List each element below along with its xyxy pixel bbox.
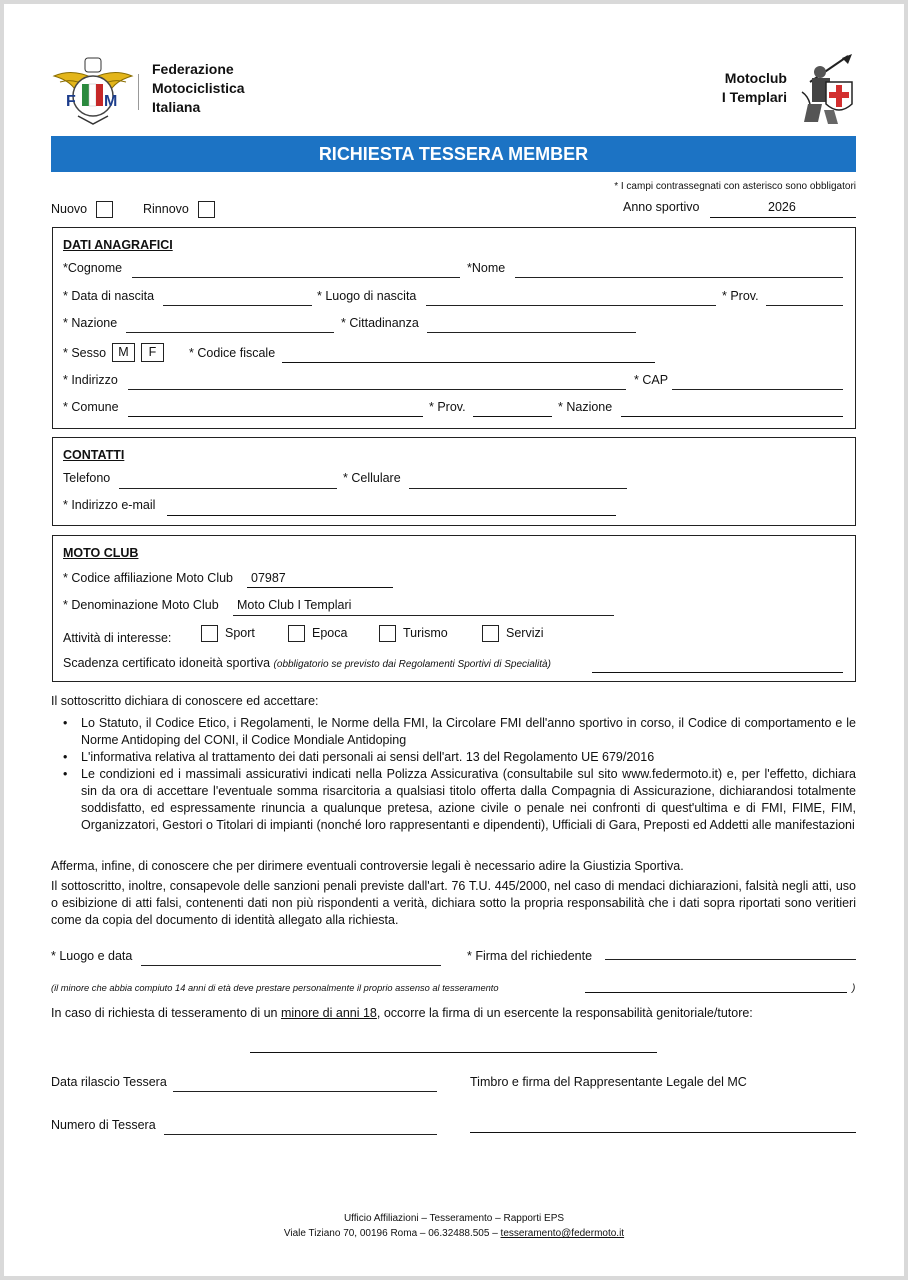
guardian-signature-field[interactable] [250, 1052, 657, 1053]
activity-sport-label: Sport [225, 626, 255, 640]
phone-label: Telefono [63, 471, 111, 485]
activities-label: Attività di interesse: [63, 631, 172, 645]
footer-office: Ufficio Affiliazioni – Tesseramento – Rapporti EPS [343, 1213, 565, 1224]
email-field[interactable] [167, 515, 616, 516]
birth-date-label: * Data di nascita [63, 289, 155, 303]
form-title: RICHIESTA TESSERA MEMBER [51, 136, 856, 172]
birth-place-field[interactable] [426, 305, 716, 306]
minor-note: (il minore che abbia compiuto 14 anni di età deve prestare personalmente il proprio assenso al tesseramento [51, 983, 499, 993]
club-code-value[interactable]: 07987 [251, 571, 286, 585]
guardian-statement [51, 1006, 753, 1020]
sex-f-label: F [148, 345, 157, 359]
stamp-signature-field[interactable] [470, 1132, 856, 1133]
city-prov-label: * Prov. [429, 400, 466, 414]
footer-address-text: Viale Tiziano 70, 00196 Roma – 06.32488.505 – [283, 1228, 501, 1239]
city-nation-field[interactable] [621, 416, 843, 417]
fmi-name [152, 60, 245, 117]
place-date-field[interactable] [141, 965, 441, 966]
certificate-label-text: Scadenza certificato idoneità sportiva [63, 656, 271, 670]
minor-consent-field[interactable] [585, 992, 847, 993]
anagrafica-section [52, 227, 856, 429]
club-name [722, 69, 787, 107]
declaration-intro: Il sottoscritto dichiara di conoscere ed accettare: [51, 694, 319, 708]
birth-place-label: * Luogo di nascita [317, 289, 417, 303]
penal-statement: Il sottoscritto, inoltre, consapevole delle sanzioni penali previste dall'art. 76 T.U. 445/2000, nel caso di mendaci dichiarazioni, falsità negli atti, uso o esibizione di atti falsi, contenenti dati non più rispondenti a verità, dichiara sotto la propria responsabilità che i dati sopra riportati sono veritieri come da copia del documento di identità allegato alla richiesta. [51, 879, 856, 927]
sex-m-box[interactable] [112, 343, 135, 362]
cap-label: * CAP [634, 373, 669, 387]
footer-email-link[interactable]: tesseramento@federmoto.it [500, 1228, 625, 1239]
club-name-value[interactable]: Moto Club I Templari [237, 598, 352, 612]
applicant-signature-label: * Firma del richiedente [467, 949, 593, 963]
email-label: * Indirizzo e-mail [63, 498, 156, 512]
name-field[interactable] [515, 277, 843, 278]
surname-field[interactable] [132, 277, 460, 278]
renewal-label: Rinnovo [143, 202, 189, 216]
release-date-label: Data rilascio Tessera [51, 1075, 167, 1089]
city-prov-field[interactable] [473, 416, 552, 417]
sex-f-box[interactable] [141, 343, 164, 362]
motoclub-title: MOTO CLUB [63, 546, 139, 560]
contatti-section [52, 437, 856, 526]
club-name-field[interactable] [233, 615, 614, 616]
fmi-name-line: Federazione [152, 61, 234, 77]
guardian-text-pre: In caso di richiesta di tesseramento di un [51, 1006, 281, 1020]
activity-epoca-checkbox[interactable] [288, 625, 305, 642]
sport-year-value[interactable]: 2026 [768, 200, 796, 214]
phone-field[interactable] [119, 488, 337, 489]
birth-prov-field[interactable] [766, 305, 843, 306]
required-note: * I campi contrassegnati con asterisco sono obbligatori [614, 181, 856, 192]
new-label: Nuovo [51, 202, 88, 216]
logo-divider [138, 74, 139, 110]
sex-m-label: M [118, 345, 129, 359]
fmi-name-line: Italiana [152, 99, 201, 115]
templar-knight-logo [800, 52, 858, 126]
cap-field[interactable] [672, 389, 843, 390]
city-label: * Comune [63, 400, 119, 414]
surname-label: *Cognome [63, 261, 123, 275]
stamp-label: Timbro e firma del Rappresentante Legale del MC [470, 1075, 747, 1089]
nation-field[interactable] [126, 332, 334, 333]
fiscal-code-field[interactable] [282, 362, 655, 363]
activity-epoca-label: Epoca [312, 626, 348, 640]
city-nation-label: * Nazione [558, 400, 613, 414]
mobile-field[interactable] [409, 488, 627, 489]
svg-text:M: M [104, 93, 118, 110]
sport-year-label: Anno sportivo [623, 200, 700, 214]
place-date-label: * Luogo e data [51, 949, 133, 963]
birth-prov-label: * Prov. [722, 289, 759, 303]
new-checkbox[interactable] [96, 201, 113, 218]
address-label: * Indirizzo [63, 373, 118, 387]
card-number-field[interactable] [164, 1134, 437, 1135]
guardian-text-post: , occorre la firma di un esercente la responsabilità genitoriale/tutore: [376, 1006, 753, 1020]
justice-statement: Afferma, infine, di conoscere che per dirimere eventuali controversie legali è necessario adire la Giustizia Sportiva. [51, 859, 684, 873]
club-code-label: * Codice affiliazione Moto Club [63, 571, 234, 585]
activity-turismo-label: Turismo [403, 626, 448, 640]
address-field[interactable] [128, 389, 626, 390]
fmi-name-line: Motociclistica [152, 80, 245, 96]
certificate-label [63, 656, 551, 670]
name-label: *Nome [467, 261, 506, 275]
activity-servizi-checkbox[interactable] [482, 625, 499, 642]
declaration-item: • Le condizioni ed i massimali assicurativi indicati nella Polizza Assicurativa (consultabile sul sito www.federmoto.it) e, per l'effetto, dichiara sin da ora di accettare l'eventuale somma risarcitoria a qualsiasi titolo offerta dalla Compagnia di Assicurazione, dichiarandosi totalmente soddisfatto, ed espressamente rinuncia a qualunque pretesa, azione civile o penale nei confronti di quest'ultima e di FMI, FIME, FIM, Organizzatori, Gestori o Titolari di impianti (nonché loro rappresentanti e dipendenti), Ufficiali di Gara, Preposti ed Addetti alle manifestazioni [51, 766, 856, 834]
fmi-logo [52, 54, 134, 126]
citizenship-field[interactable] [427, 332, 636, 333]
contatti-title: CONTATTI [63, 448, 125, 462]
activity-sport-checkbox[interactable] [201, 625, 218, 642]
certificate-field[interactable] [592, 672, 843, 673]
footer-address [4, 1228, 904, 1239]
renewal-checkbox[interactable] [198, 201, 215, 218]
certificate-note: (obbligatorio se previsto dai Regolamenti Sportivi di Specialità) [273, 659, 551, 670]
anagrafica-title: DATI ANAGRAFICI [63, 238, 173, 252]
applicant-signature-field[interactable] [605, 959, 856, 960]
club-name-label: * Denominazione Moto Club [63, 598, 219, 612]
club-name-line: I Templari [721, 89, 787, 105]
birth-date-field[interactable] [163, 305, 312, 306]
svg-text:F: F [66, 93, 76, 110]
declaration-item: • L'informativa relativa al trattamento dei dati personali ai sensi dell'art. 13 del Regolamento UE 679/2016 [51, 749, 856, 766]
club-name-line: Motoclub [724, 70, 787, 86]
mobile-label: * Cellulare [343, 471, 401, 485]
activity-servizi-label: Servizi [506, 626, 544, 640]
guardian-text-underlined: minore di anni 18 [280, 1006, 377, 1020]
citizenship-label: * Cittadinanza [341, 316, 419, 330]
release-date-field[interactable] [173, 1091, 437, 1092]
form-page [4, 4, 904, 1276]
activity-turismo-checkbox[interactable] [379, 625, 396, 642]
club-code-field[interactable] [247, 587, 393, 588]
declaration-list [51, 715, 856, 834]
declaration-item: • Lo Statuto, il Codice Etico, i Regolamenti, le Norme della FMI, la Circolare FMI dell'anno sportivo in corso, il Codice di comportamento e le Norme Antidoping del CONI, il Codice Mondiale Antidoping [51, 715, 856, 749]
card-number-label: Numero di Tessera [51, 1118, 156, 1132]
minor-note-close: ) [852, 983, 856, 994]
city-field[interactable] [128, 416, 423, 417]
sport-year-field[interactable] [710, 217, 856, 218]
sex-label: * Sesso [63, 346, 107, 360]
nation-label: * Nazione [63, 316, 118, 330]
fiscal-code-label: * Codice fiscale [189, 346, 276, 360]
